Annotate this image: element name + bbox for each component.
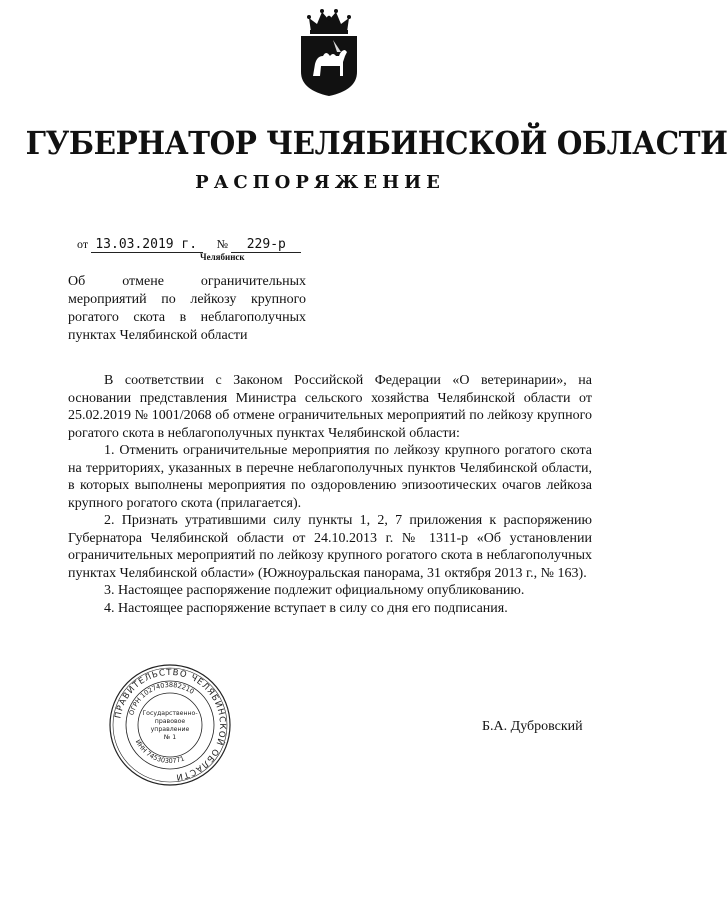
seal-inn: ИНН 7453030771 bbox=[133, 738, 186, 766]
seal-center-line: Государственно- bbox=[142, 710, 198, 717]
city-label: Челябинск bbox=[200, 252, 245, 262]
document-date: 13.03.2019 г. bbox=[91, 237, 203, 253]
coat-of-arms-emblem bbox=[293, 6, 365, 98]
date-number-line bbox=[77, 236, 301, 253]
subject-line: пунктах Челябинской области bbox=[68, 328, 248, 343]
seal-center-line: управление bbox=[150, 726, 190, 733]
seal-center-line: правовое bbox=[154, 718, 186, 725]
document-body bbox=[68, 372, 592, 617]
subject-line: Об отмене ограничительных bbox=[68, 274, 306, 289]
date-from-label: от bbox=[77, 237, 89, 251]
order-item-4: 4. Настоящее распоряжение вступает в силу со дня его подписания. bbox=[104, 600, 508, 616]
document-number-label: № bbox=[216, 237, 229, 251]
preamble-paragraph: В соответствии с Законом Российской Федерации «О ветеринарии», на основании представления Министра сельского хозяйства Челябинской области от 25.02.2019 № 1001/2068 об отмене ограничительных мероприятий по лейкозу крупного рогатого скота в неблагополучных пунктах Челябинской области: bbox=[68, 373, 592, 441]
official-seal bbox=[108, 663, 232, 787]
org-title: ГУБЕРНАТОР ЧЕЛЯБИНСКОЙ ОБЛАСТИ bbox=[25, 124, 727, 162]
subject-line: рогатого скота в неблагополучных bbox=[68, 310, 306, 325]
document-subject bbox=[68, 273, 306, 345]
seal-ring-text: ПРАВИТЕЛЬСТВО ЧЕЛЯБИНСКОЙ ОБЛАСТИ bbox=[113, 667, 228, 782]
document-type-title: РАСПОРЯЖЕНИЕ bbox=[195, 172, 445, 193]
signatory-name: Б.А. Дубровский bbox=[482, 719, 583, 734]
order-item-2: 2. Признать утратившими силу пункты 1, 2, 7 приложения к распоряжению Губернатора Челябинской области от 24.10.2013 г. № 1311-р «Об установлении ограничительных мероприятий по лейкозу крупного рогатого скота в неблагополучных пунктах Челябинской области» (Южноуральская панорама, 31 октября 2013 г., № 163). bbox=[68, 513, 592, 581]
svg-text:ИНН 7453030771 bbox=[134, 738, 186, 765]
order-item-1: 1. Отменить ограничительные мероприятия по лейкозу крупного рогатого скота на территориях, указанных в перечне неблагополучных пунктов Челябинской области, в которых выполнены мероприятия по оздоровлению эпизоотических очагов лейкоза крупного рогатого скота (прилагается). bbox=[68, 443, 592, 511]
subject-line: мероприятий по лейкозу крупного bbox=[68, 292, 306, 307]
seal-ogrn: ОГРН 1027403882210 bbox=[127, 680, 196, 717]
seal-center-line: № 1 bbox=[163, 734, 177, 741]
order-item-3: 3. Настоящее распоряжение подлежит официальному опубликованию. bbox=[104, 583, 525, 598]
document-number: 229-р bbox=[231, 237, 301, 253]
